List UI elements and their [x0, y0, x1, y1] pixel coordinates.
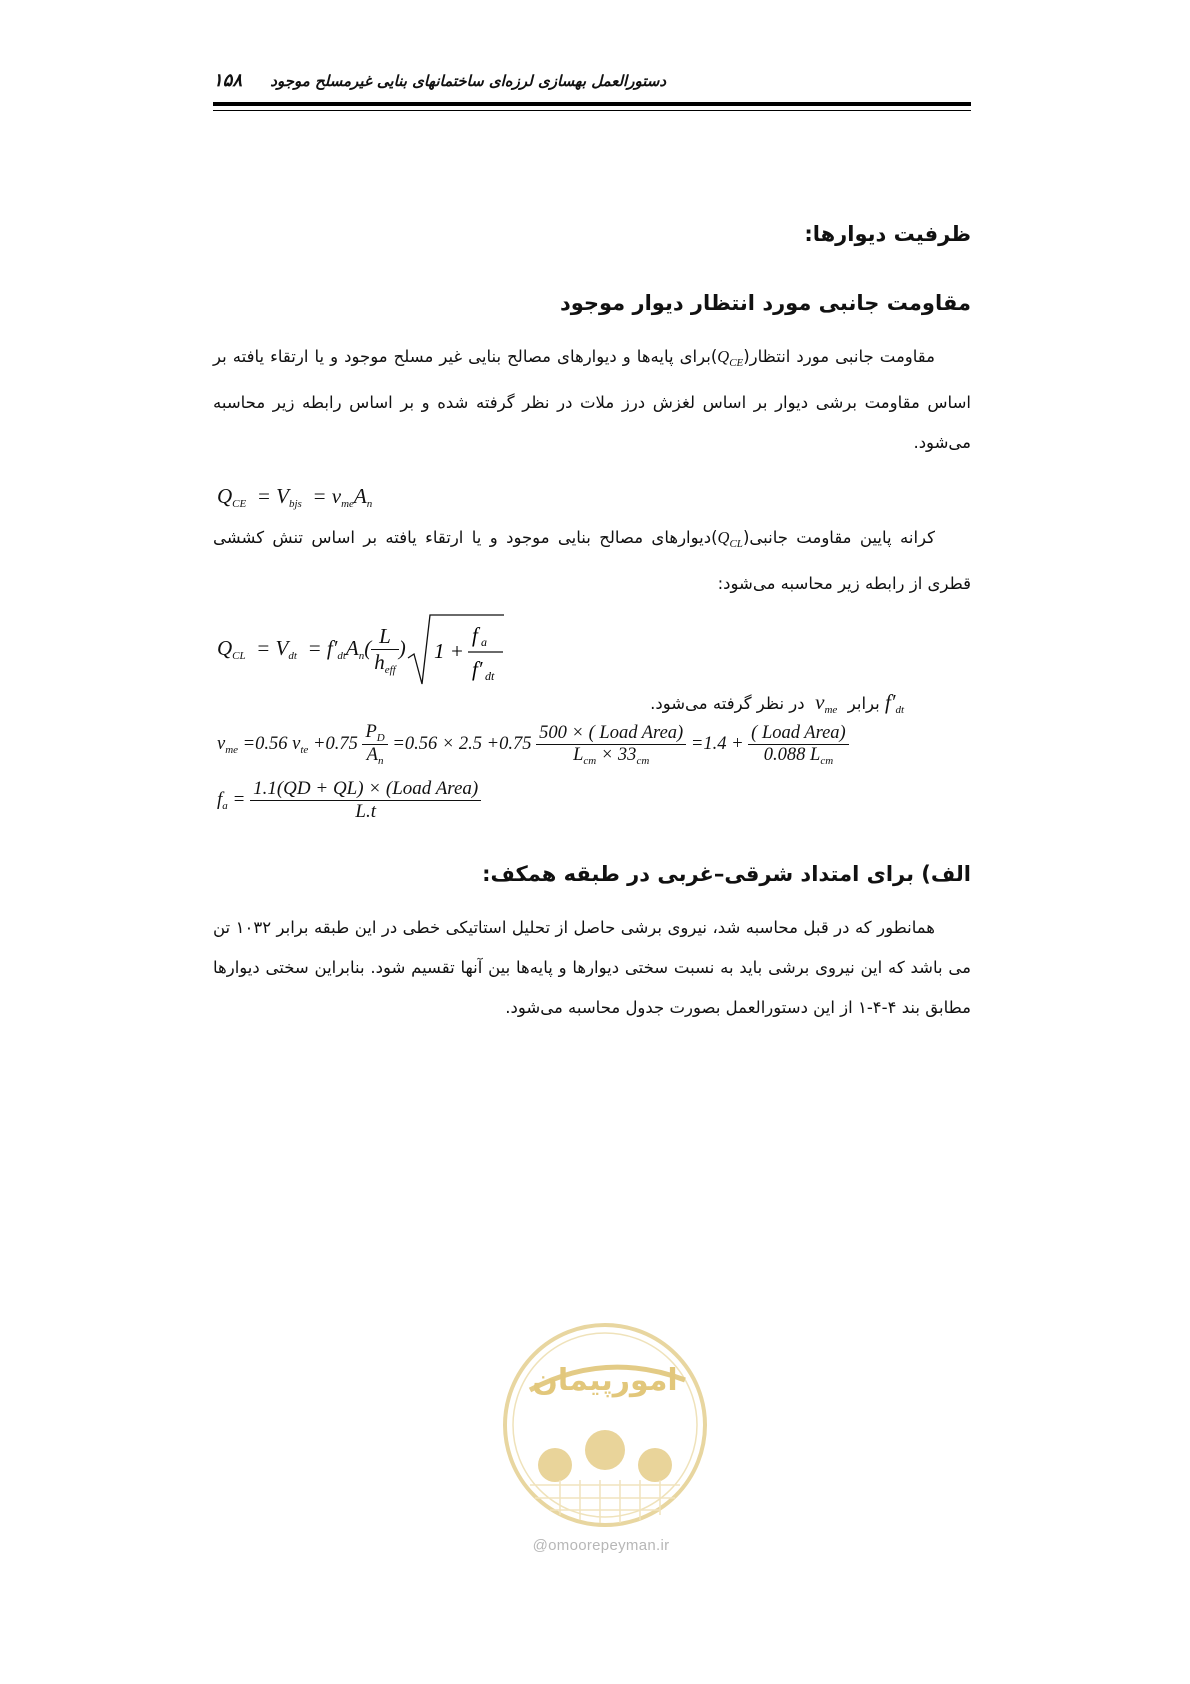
- note-text-a: برابر: [847, 694, 880, 713]
- page-number: ۱۵۸: [213, 70, 243, 91]
- note-text-b: در نظر گرفته می‌شود.: [650, 694, 805, 713]
- svg-text:f′: f′: [471, 657, 483, 681]
- svg-text:dt: dt: [484, 669, 495, 683]
- paragraph-expected-strength: [213, 337, 971, 463]
- para1-text-b: )برای پایه‌ها و دیوارهای مصالح بنایی غیر مسلح موجود و یا ارتقاء یافته بر اساس مقاومت برشی دیوار بر اساس لغزش درز ملات در نظر گرفته شده و بر اساس رابطه زیر محاسبه می‌شود.: [213, 347, 971, 452]
- svg-text:امورپیمان: امورپیمان: [532, 1363, 678, 1398]
- svg-text:f: f: [471, 623, 478, 647]
- paragraph-lower-bound-strength: [213, 518, 971, 604]
- svg-text:1 +: 1 +: [433, 639, 464, 663]
- header-rule-thin: [213, 110, 971, 111]
- para2-symbol-qcl: $Q_{CL}$: [717, 528, 743, 550]
- watermark-logo: [500, 1320, 710, 1530]
- header-rule-thick: [213, 102, 971, 106]
- heading-expected-lateral-strength: مقاومت جانبی مورد انتظار دیوار موجود: [559, 291, 971, 315]
- svg-text:a: a: [480, 635, 487, 649]
- watermark-url: @omoorepeyman.ir: [532, 1537, 670, 1554]
- heading-east-west-ground-floor: الف) برای امتداد شرقی–غربی در طبقه همکف:: [482, 862, 971, 886]
- paragraph-shear-distribution: همانطور که در قبل محاسبه شد، نیروی برشی حاصل از تحلیل استاتیکی خطی در این طبقه برابر ۱۰۳۲ تن می باشد که این نیروی برشی باید به نسبت سختی دیوارها و پایه‌ها بین آنها تقسیم شود. بنابراین سختی دیوارها مطابق بند ۴-۴-۱ از این دستورالعمل بصورت جدول محاسبه می‌شود.: [213, 918, 971, 1017]
- equation-qcl: $Q_{CL} = V_{dt} = f'_{dt}A_n$( $\frac{L}{h_{eff}}$ ) 1 + f a f′ dt: [217, 612, 506, 688]
- square-root-icon: [406, 612, 506, 688]
- equation-vme: $v_{me} =0.56$ $v_{te} +0.75$ $\frac{P_D}{A_n}$ =0.56 × 2.5 +0.75 $\frac{\text{500 × ( Load Area)}}{L_{cm} \times 33_{cm}}$ =1.4 + $\frac{\text{( Load Area)}}{0.088 L_{cm}}$: [217, 722, 849, 767]
- equation-fa: $f_a$ = $\frac{\text{1.1(QD + QL) × (Load Area)}}{L.t}$: [217, 778, 481, 823]
- running-header: [213, 68, 971, 98]
- para2-text-b: )دیوارهای مصالح بنایی موجود و یا ارتقاء یافته بر اساس تنش کششی قطری از رابطه زیر محاسبه می‌شود:: [213, 528, 971, 593]
- note-fdt-equals-vme: $f'_{dt}$ برابر $v_{me}$ در نظر گرفته می‌شود.: [650, 690, 904, 716]
- heading-wall-capacity: ظرفیت دیوارها:: [804, 222, 971, 246]
- para1-symbol-qce: $Q_{CE}$: [717, 347, 744, 369]
- equation-qce: $Q_{CE} = V_{bjs} = v_{me}A_n$: [217, 484, 373, 510]
- para2-text-a: کرانه پایین مقاومت جانبی(: [742, 528, 935, 547]
- header-title: دستورالعمل بهسازی لرزه‌ای ساختمانهای بنایی غیرمسلح موجود: [270, 72, 666, 90]
- para1-text-a: مقاومت جانبی مورد انتظار(: [743, 347, 935, 366]
